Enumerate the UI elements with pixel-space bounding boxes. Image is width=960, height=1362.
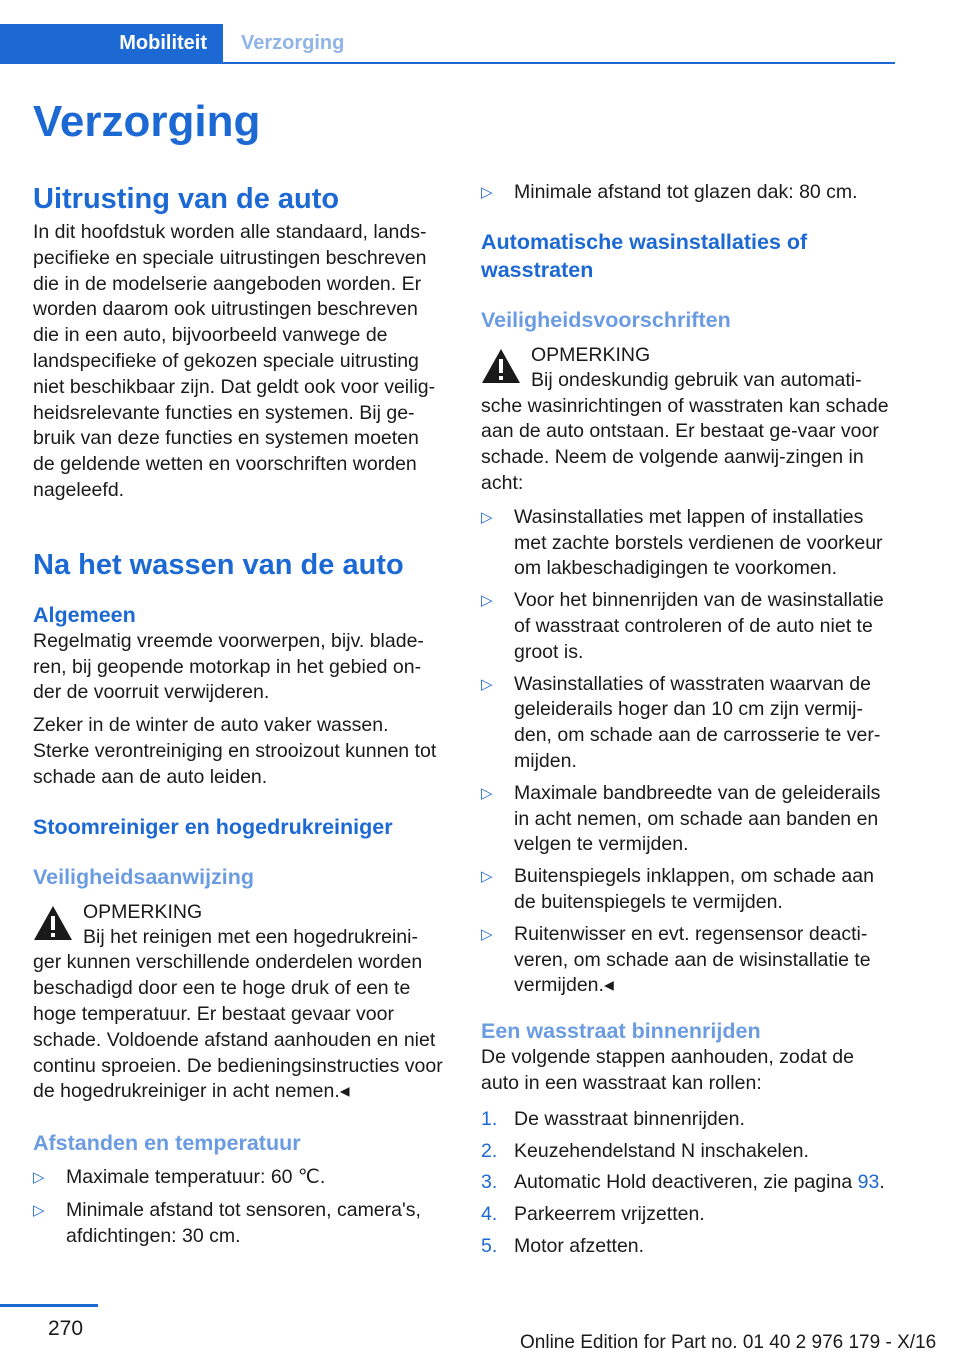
subsection-wasstraat: Een wasstraat binnenrijden <box>481 1019 761 1044</box>
left-column <box>33 180 443 1250</box>
page-title: Verzorging <box>33 97 261 146</box>
bullet-icon: ▷ <box>481 508 493 526</box>
subsection-veiligheidsvoorschriften: Veiligheidsvoorschriften <box>481 307 731 332</box>
afstanden-list-continued <box>481 180 895 206</box>
algemeen-paragraph-1: Regelmatig vreemde voorwerpen, bijv. blade-ren, bij geopende motorkap in het gebied on-der de voorruit verwijderen. <box>33 629 424 704</box>
subsection-stoomreiniger: Stoomreiniger en hogedrukreiniger <box>33 814 393 839</box>
step-number: 4. <box>481 1203 498 1226</box>
bullet-icon: ▷ <box>481 184 493 201</box>
step-item: 3. Automatic Hold deactiveren, zie pagina 93. <box>481 1170 895 1196</box>
step-item: 5. Motor afzetten. <box>481 1234 895 1260</box>
step-number: 5. <box>481 1234 498 1257</box>
right-column <box>481 180 895 1260</box>
list-item: ▷ Minimale afstand tot glazen dak: 80 cm. <box>481 180 895 206</box>
warning-text: Bij ondeskundig gebruik van automati-sche wasinrichtingen of wasstraten kan schade aan de auto ontstaan. Er bestaat ge-vaar voor schade. Neem de volgende aanwij-zingen in acht: <box>481 368 889 494</box>
step-item: 4. Parkeerrem vrijzetten. <box>481 1202 895 1228</box>
uitrusting-paragraph: In dit hoofdstuk worden alle standaard, lands-pecifieke en speciale uitrustingen beschreven die in de modelserie aangeboden worden. Er worden daarom ook uitrustingen beschreven die in een auto, bijvoorbeeld vanwege de landspecifieke of gekozen speciale uitrusting niet beschikbaar zijn. Dat geldt ook voor veilig-heidsrelevante functies en systemen. Bij ge-bruik van deze functies en systemen moeten de geldende wetten en voorschriften worden nageleefd. <box>33 221 436 501</box>
subsection-algemeen: Algemeen <box>33 602 136 627</box>
step-item: 1. De wasstraat binnenrijden. <box>481 1107 895 1133</box>
header-bar <box>0 24 895 64</box>
list-item: ▷ Ruitenwisser en evt. regensensor deacti-veren, om schade aan de wisinstallatie te vermijden.◂ <box>481 922 871 997</box>
warning-heading: OPMERKING <box>531 343 651 366</box>
section-title-na-wassen: Na het wassen van de auto <box>33 548 404 581</box>
list-item: ▷ Voor het binnenrijden van de wasinstallatie of wasstraat controleren of de auto niet te groot is. <box>481 589 884 663</box>
bullet-icon: ▷ <box>481 592 493 610</box>
list-item: ▷ Maximale temperatuur: 60 ℃. <box>33 1165 443 1191</box>
list-item: ▷ Wasinstallaties met lappen of installaties met zachte borstels verdienen de voorkeur om lakbeschadigingen te voorkomen. <box>481 505 883 580</box>
page-number: 270 <box>48 1317 84 1340</box>
wasinstallatie-list <box>481 505 895 999</box>
warning-heading: OPMERKING <box>83 900 203 923</box>
list-item: ▷ Buitenspiegels inklappen, om schade aan de buitenspiegels te vermijden. <box>481 865 874 913</box>
step-number: 1. <box>481 1107 498 1130</box>
warning-icon <box>33 905 73 941</box>
list-item: ▷ Wasinstallaties of wasstraten waarvan de geleiderails hoger dan 10 cm zijn vermij-den, om schade aan de carrosserie te ver-mijden. <box>481 672 881 772</box>
warning-icon <box>481 348 521 384</box>
bullet-icon: ▷ <box>481 868 493 886</box>
list-item: ▷ Maximale bandbreedte van de geleiderails in acht nemen, om schade aan banden en velgen te vermijden. <box>481 781 881 856</box>
section-title-uitrusting: Uitrusting van de auto <box>33 183 340 215</box>
wasstraat-paragraph: De volgende stappen aanhouden, zodat de auto in een wasstraat kan rollen: <box>481 1046 854 1094</box>
page-link[interactable]: 93 <box>857 1171 880 1194</box>
subsection-veiligheidsaanwijzing: Veiligheidsaanwijzing <box>33 864 255 889</box>
afstanden-list <box>33 1165 443 1249</box>
warning-block <box>33 899 443 1106</box>
warning-block-right <box>481 342 895 497</box>
subsection-afstanden: Afstanden en temperatuur <box>33 1131 301 1156</box>
list-item: ▷ Minimale afstand tot sensoren, camera's, afdichtingen: 30 cm. <box>33 1198 421 1247</box>
tab-mobiliteit[interactable]: Mobiliteit <box>0 24 223 62</box>
section-automatische-wasinstallaties: Automatische wasinstallaties of wasstraten <box>481 229 808 282</box>
bullet-icon: ▷ <box>481 784 493 802</box>
tab-verzorging[interactable]: Verzorging <box>241 32 345 54</box>
bullet-icon: ▷ <box>481 675 493 693</box>
bullet-icon: ▷ <box>481 925 493 943</box>
bullet-icon: ▷ <box>33 1201 45 1219</box>
wasstraat-steps <box>481 1107 895 1260</box>
bullet-icon: ▷ <box>33 1169 45 1187</box>
edition-text: Online Edition for Part no. 01 40 2 976 179 - X/16 <box>520 1332 937 1353</box>
step-item: 2. Keuzehendelstand N inschakelen. <box>481 1139 895 1165</box>
footer-rule <box>0 1304 98 1307</box>
warning-text: Bij het reinigen met een hogedrukreini-ger kunnen verschillende onderdelen worden beschadigd door een te hoge druk of een te hoge temperatuur. Er bestaat gevaar voor schade. Voldoende afstand aanhouden en niet continu sproeien. De bedieningsinstructies voor de hogedrukreiniger in acht nemen.◂ <box>33 925 443 1103</box>
step-number: 3. <box>481 1171 498 1194</box>
step-number: 2. <box>481 1139 498 1162</box>
algemeen-paragraph-2: Zeker in de winter de auto vaker wassen. Sterke verontreiniging en strooizout kunnen tot schade aan de auto leiden. <box>33 714 437 788</box>
